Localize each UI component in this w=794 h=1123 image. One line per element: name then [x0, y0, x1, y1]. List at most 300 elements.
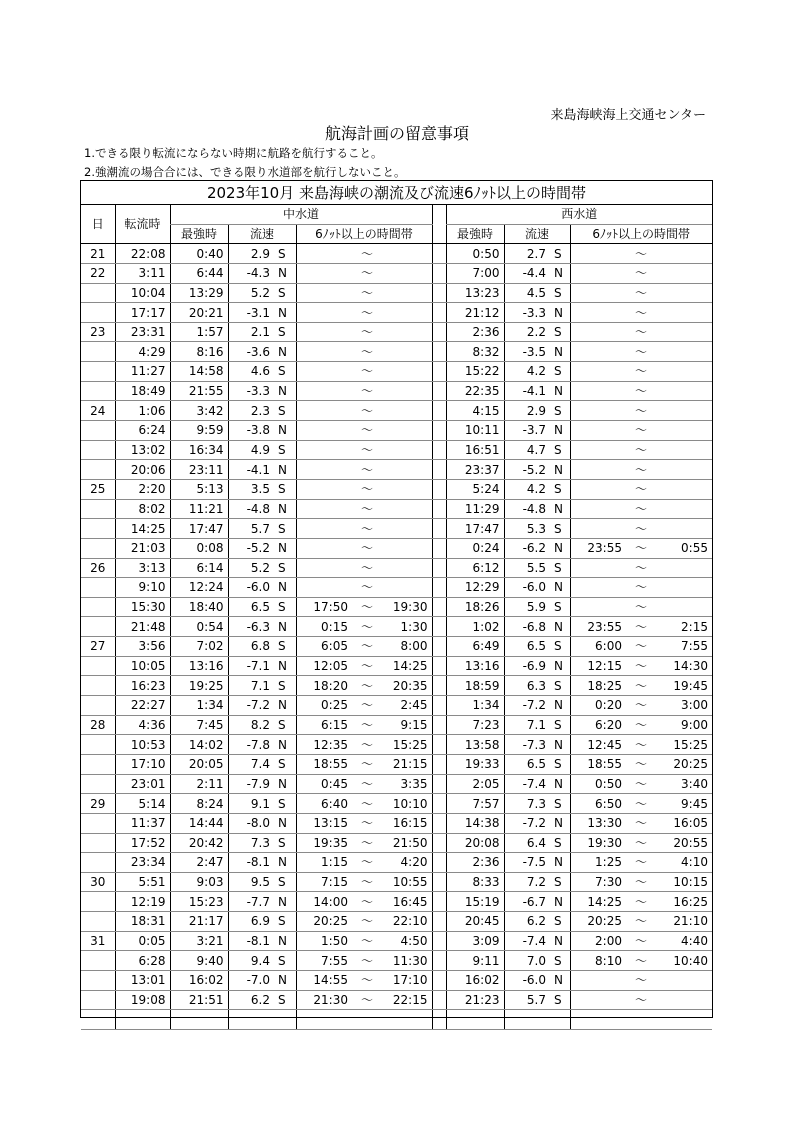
cell-n-speed: -3.1 [228, 303, 274, 323]
cell-n-speed: -5.2 [228, 538, 274, 558]
cell-n-start [296, 244, 352, 264]
header-naka-channel: 中水道 [170, 205, 432, 224]
cell-n-end: 22:10 [382, 912, 432, 932]
range-tilde: ～ [352, 440, 382, 460]
cell-n-speed: 2.9 [228, 244, 274, 264]
cell-turn: 8:02 [115, 499, 170, 519]
spacer-cell [432, 990, 446, 1010]
cell-day: 21 [81, 244, 115, 264]
spacer-cell [432, 342, 446, 362]
cell-w-dir: S [550, 794, 570, 814]
range-tilde: ～ [352, 794, 382, 814]
cell-n-start: 18:20 [296, 676, 352, 696]
table-row [81, 735, 712, 755]
cell-n-end: 4:20 [382, 853, 432, 873]
cell-n-peak: 14:02 [170, 735, 228, 755]
cell-w-peak: 15:22 [446, 362, 504, 382]
cell-w-dir: S [550, 479, 570, 499]
cell-n-peak: 1:57 [170, 322, 228, 342]
range-tilde: ～ [352, 970, 382, 990]
cell-n-peak: 18:40 [170, 597, 228, 617]
cell-n-start [296, 440, 352, 460]
cell-w-start [570, 381, 626, 401]
cell-w-dir: S [550, 990, 570, 1010]
cell-w-start: 12:15 [570, 656, 626, 676]
cell-n-end: 14:25 [382, 656, 432, 676]
cell-w-speed: -3.3 [504, 303, 550, 323]
empty-cell [432, 1010, 446, 1030]
cell-turn: 17:10 [115, 754, 170, 774]
cell-n-speed: -8.0 [228, 813, 274, 833]
cell-w-dir: S [550, 872, 570, 892]
cell-w-peak: 3:09 [446, 931, 504, 951]
cell-n-peak: 1:34 [170, 696, 228, 716]
table-row [81, 637, 712, 657]
cell-n-dir: N [274, 499, 296, 519]
cell-n-end [382, 322, 432, 342]
table-row [81, 499, 712, 519]
cell-w-end [656, 421, 712, 441]
spacer-cell [432, 637, 446, 657]
cell-n-start: 7:15 [296, 872, 352, 892]
table-title: 2023年10月 来島海峡の潮流及び流速6ﾉｯﾄ以上の時間帯 [81, 181, 712, 205]
cell-w-start [570, 578, 626, 598]
cell-day [81, 362, 115, 382]
range-tilde: ～ [352, 754, 382, 774]
spacer-cell [432, 479, 446, 499]
cell-n-end: 22:15 [382, 990, 432, 1010]
table-row [81, 479, 712, 499]
table-row [81, 244, 712, 264]
cell-w-peak: 2:05 [446, 774, 504, 794]
cell-n-peak: 15:23 [170, 892, 228, 912]
tide-table-frame [80, 180, 713, 1018]
cell-w-end: 20:25 [656, 754, 712, 774]
table-row [81, 951, 712, 971]
spacer-cell [432, 597, 446, 617]
cell-w-speed: 7.3 [504, 794, 550, 814]
cell-n-speed: 5.2 [228, 558, 274, 578]
cell-day [81, 990, 115, 1010]
table-row [81, 715, 712, 735]
empty-cell [228, 1010, 274, 1030]
cell-n-peak: 20:05 [170, 754, 228, 774]
table-row [81, 872, 712, 892]
cell-n-end: 20:35 [382, 676, 432, 696]
cell-n-end: 1:30 [382, 617, 432, 637]
cell-w-peak: 20:45 [446, 912, 504, 932]
empty-cell [352, 1010, 382, 1030]
table-row-empty [81, 1010, 712, 1030]
cell-n-speed: -4.1 [228, 460, 274, 480]
cell-w-peak: 7:57 [446, 794, 504, 814]
cell-n-dir: S [274, 754, 296, 774]
cell-n-start: 21:30 [296, 990, 352, 1010]
range-tilde: ～ [352, 774, 382, 794]
cell-n-peak: 21:51 [170, 990, 228, 1010]
cell-n-peak: 9:59 [170, 421, 228, 441]
cell-w-dir: N [550, 892, 570, 912]
cell-w-end: 3:00 [656, 696, 712, 716]
spacer-cell [432, 244, 446, 264]
range-tilde: ～ [626, 597, 656, 617]
tide-table-body [81, 244, 712, 1030]
range-tilde: ～ [352, 715, 382, 735]
cell-n-end [382, 362, 432, 382]
cell-day [81, 617, 115, 637]
cell-day: 31 [81, 931, 115, 951]
cell-w-speed: -6.0 [504, 578, 550, 598]
cell-w-start [570, 519, 626, 539]
cell-n-end [382, 303, 432, 323]
empty-cell [274, 1010, 296, 1030]
cell-w-start [570, 303, 626, 323]
cell-n-speed: -8.1 [228, 853, 274, 873]
table-row [81, 283, 712, 303]
cell-n-start: 19:35 [296, 833, 352, 853]
cell-w-end: 20:55 [656, 833, 712, 853]
range-tilde: ～ [626, 637, 656, 657]
cell-w-end [656, 460, 712, 480]
cell-n-speed: -7.0 [228, 970, 274, 990]
cell-w-end: 19:45 [656, 676, 712, 696]
range-tilde: ～ [626, 735, 656, 755]
cell-w-dir: N [550, 578, 570, 598]
cell-day: 24 [81, 401, 115, 421]
table-row [81, 558, 712, 578]
note-1: 1.できる限り転流にならない時期に航路を航行すること。 [84, 146, 383, 160]
cell-turn: 1:06 [115, 401, 170, 421]
cell-w-start: 23:55 [570, 617, 626, 637]
range-tilde: ～ [626, 479, 656, 499]
cell-w-speed: -4.4 [504, 263, 550, 283]
range-tilde: ～ [352, 853, 382, 873]
cell-n-start: 6:05 [296, 637, 352, 657]
cell-day [81, 696, 115, 716]
cell-n-end: 4:50 [382, 931, 432, 951]
cell-w-dir: N [550, 538, 570, 558]
range-tilde: ～ [352, 322, 382, 342]
range-tilde: ～ [352, 362, 382, 382]
cell-n-speed: 7.3 [228, 833, 274, 853]
range-tilde: ～ [626, 931, 656, 951]
cell-day [81, 656, 115, 676]
cell-n-start: 14:00 [296, 892, 352, 912]
spacer-cell [432, 931, 446, 951]
cell-w-peak: 13:16 [446, 656, 504, 676]
cell-n-dir: S [274, 244, 296, 264]
cell-n-peak: 11:21 [170, 499, 228, 519]
spacer-cell [432, 872, 446, 892]
cell-w-dir: S [550, 754, 570, 774]
cell-n-peak: 17:47 [170, 519, 228, 539]
table-row [81, 362, 712, 382]
cell-n-speed: -7.1 [228, 656, 274, 676]
cell-n-peak: 13:16 [170, 656, 228, 676]
cell-n-dir: N [274, 853, 296, 873]
range-tilde: ～ [352, 342, 382, 362]
cell-w-end: 4:10 [656, 853, 712, 873]
cell-w-speed: -6.9 [504, 656, 550, 676]
cell-n-dir: N [274, 263, 296, 283]
cell-w-start [570, 401, 626, 421]
range-tilde: ～ [626, 774, 656, 794]
empty-cell [446, 1010, 504, 1030]
cell-w-end: 10:15 [656, 872, 712, 892]
cell-w-peak: 10:11 [446, 421, 504, 441]
cell-n-peak: 14:44 [170, 813, 228, 833]
cell-w-dir: S [550, 676, 570, 696]
cell-n-peak: 20:21 [170, 303, 228, 323]
cell-w-start: 6:20 [570, 715, 626, 735]
cell-n-speed: 9.1 [228, 794, 274, 814]
cell-n-speed: -3.3 [228, 381, 274, 401]
cell-turn: 0:05 [115, 931, 170, 951]
cell-w-dir: N [550, 656, 570, 676]
cell-turn: 3:13 [115, 558, 170, 578]
range-tilde: ～ [626, 912, 656, 932]
range-tilde: ～ [352, 696, 382, 716]
cell-w-peak: 18:59 [446, 676, 504, 696]
range-tilde: ～ [626, 715, 656, 735]
empty-cell [626, 1010, 656, 1030]
cell-w-end [656, 970, 712, 990]
cell-w-start: 1:25 [570, 853, 626, 873]
range-tilde: ～ [352, 892, 382, 912]
range-tilde: ～ [626, 263, 656, 283]
cell-w-dir: S [550, 597, 570, 617]
range-tilde: ～ [626, 303, 656, 323]
spacer-cell [432, 381, 446, 401]
cell-w-start: 18:55 [570, 754, 626, 774]
cell-n-end: 10:55 [382, 872, 432, 892]
table-row [81, 401, 712, 421]
range-tilde: ～ [626, 578, 656, 598]
range-tilde: ～ [626, 970, 656, 990]
cell-n-end: 16:15 [382, 813, 432, 833]
cell-turn: 5:51 [115, 872, 170, 892]
cell-n-end [382, 499, 432, 519]
cell-w-end [656, 342, 712, 362]
cell-n-speed: -8.1 [228, 931, 274, 951]
spacer-cell [432, 283, 446, 303]
range-tilde: ～ [626, 244, 656, 264]
cell-n-peak: 3:42 [170, 401, 228, 421]
cell-w-dir: N [550, 499, 570, 519]
cell-w-speed: 6.3 [504, 676, 550, 696]
cell-n-peak: 3:21 [170, 931, 228, 951]
cell-n-start: 14:55 [296, 970, 352, 990]
spacer-cell [432, 853, 446, 873]
cell-day [81, 460, 115, 480]
cell-w-dir: N [550, 970, 570, 990]
cell-turn: 21:48 [115, 617, 170, 637]
cell-w-dir: S [550, 912, 570, 932]
range-tilde: ～ [626, 421, 656, 441]
table-row [81, 970, 712, 990]
spacer-cell [432, 676, 446, 696]
cell-w-start [570, 460, 626, 480]
header-nishi-speed: 流速 [504, 224, 570, 244]
cell-n-speed: -4.3 [228, 263, 274, 283]
cell-w-start [570, 558, 626, 578]
spacer-cell [432, 735, 446, 755]
empty-cell [170, 1010, 228, 1030]
cell-w-speed: -7.5 [504, 853, 550, 873]
spacer-cell [432, 696, 446, 716]
cell-turn: 18:31 [115, 912, 170, 932]
cell-w-end: 14:30 [656, 656, 712, 676]
cell-n-start: 0:45 [296, 774, 352, 794]
cell-day [81, 853, 115, 873]
cell-n-end [382, 538, 432, 558]
cell-n-dir: S [274, 912, 296, 932]
cell-w-end: 2:15 [656, 617, 712, 637]
cell-w-speed: -7.3 [504, 735, 550, 755]
cell-n-dir: S [274, 362, 296, 382]
cell-w-start [570, 597, 626, 617]
cell-w-start [570, 440, 626, 460]
cell-n-dir: N [274, 342, 296, 362]
cell-w-peak: 6:12 [446, 558, 504, 578]
cell-n-speed: -6.3 [228, 617, 274, 637]
cell-turn: 11:27 [115, 362, 170, 382]
cell-n-start: 17:50 [296, 597, 352, 617]
spacer-cell [432, 322, 446, 342]
cell-n-start: 1:50 [296, 931, 352, 951]
cell-w-peak: 15:19 [446, 892, 504, 912]
cell-n-speed: 2.1 [228, 322, 274, 342]
cell-w-peak: 9:11 [446, 951, 504, 971]
cell-n-start [296, 538, 352, 558]
range-tilde: ～ [352, 401, 382, 421]
cell-w-end [656, 322, 712, 342]
cell-w-peak: 18:26 [446, 597, 504, 617]
cell-turn: 4:36 [115, 715, 170, 735]
cell-w-speed: 4.5 [504, 283, 550, 303]
range-tilde: ～ [626, 990, 656, 1010]
cell-turn: 3:11 [115, 263, 170, 283]
cell-n-end [382, 401, 432, 421]
cell-w-start: 20:25 [570, 912, 626, 932]
cell-w-speed: 7.2 [504, 872, 550, 892]
cell-w-dir: N [550, 735, 570, 755]
spacer-cell [432, 813, 446, 833]
cell-turn: 6:28 [115, 951, 170, 971]
spacer-cell [432, 303, 446, 323]
document-title: 航海計画の留意事項 [324, 124, 469, 143]
cell-n-end: 15:25 [382, 735, 432, 755]
cell-n-dir: S [274, 283, 296, 303]
cell-day [81, 303, 115, 323]
cell-turn: 13:01 [115, 970, 170, 990]
cell-n-start [296, 342, 352, 362]
cell-w-peak: 2:36 [446, 853, 504, 873]
cell-n-speed: 6.9 [228, 912, 274, 932]
range-tilde: ～ [626, 696, 656, 716]
range-tilde: ～ [626, 538, 656, 558]
cell-turn: 13:02 [115, 440, 170, 460]
range-tilde: ～ [626, 401, 656, 421]
cell-w-dir: N [550, 263, 570, 283]
cell-w-peak: 16:02 [446, 970, 504, 990]
cell-n-end [382, 421, 432, 441]
cell-n-dir: N [274, 735, 296, 755]
cell-w-peak: 8:32 [446, 342, 504, 362]
range-tilde: ～ [352, 381, 382, 401]
cell-day [81, 892, 115, 912]
cell-n-speed: 3.5 [228, 479, 274, 499]
cell-w-end: 9:00 [656, 715, 712, 735]
range-tilde: ～ [626, 754, 656, 774]
cell-w-speed: 6.4 [504, 833, 550, 853]
cell-day [81, 538, 115, 558]
cell-n-dir: S [274, 401, 296, 421]
cell-day: 25 [81, 479, 115, 499]
cell-w-start [570, 362, 626, 382]
cell-day [81, 499, 115, 519]
cell-n-start: 6:15 [296, 715, 352, 735]
cell-w-peak: 0:24 [446, 538, 504, 558]
cell-n-end: 19:30 [382, 597, 432, 617]
cell-n-peak: 6:14 [170, 558, 228, 578]
table-row [81, 617, 712, 637]
cell-n-peak: 14:58 [170, 362, 228, 382]
cell-n-start [296, 578, 352, 598]
table-row [81, 597, 712, 617]
cell-n-dir: S [274, 558, 296, 578]
cell-w-start: 18:25 [570, 676, 626, 696]
cell-day [81, 676, 115, 696]
range-tilde: ～ [352, 990, 382, 1010]
cell-n-speed: -6.0 [228, 578, 274, 598]
cell-n-speed: 4.6 [228, 362, 274, 382]
cell-w-start: 8:10 [570, 951, 626, 971]
cell-n-end: 3:35 [382, 774, 432, 794]
cell-w-start: 0:50 [570, 774, 626, 794]
cell-day [81, 597, 115, 617]
cell-w-speed: -6.8 [504, 617, 550, 637]
cell-n-start [296, 479, 352, 499]
cell-day [81, 833, 115, 853]
cell-w-peak: 1:34 [446, 696, 504, 716]
range-tilde: ～ [626, 342, 656, 362]
cell-day [81, 283, 115, 303]
cell-w-end: 10:40 [656, 951, 712, 971]
range-tilde: ～ [626, 519, 656, 539]
cell-w-dir: S [550, 362, 570, 382]
spacer-cell [432, 440, 446, 460]
range-tilde: ～ [626, 892, 656, 912]
cell-n-peak: 9:03 [170, 872, 228, 892]
empty-cell [296, 1010, 352, 1030]
cell-n-peak: 0:40 [170, 244, 228, 264]
range-tilde: ～ [626, 283, 656, 303]
range-tilde: ～ [626, 853, 656, 873]
cell-w-peak: 21:12 [446, 303, 504, 323]
cell-n-end: 10:10 [382, 794, 432, 814]
cell-n-peak: 13:29 [170, 283, 228, 303]
spacer-cell [432, 656, 446, 676]
range-tilde: ～ [352, 813, 382, 833]
empty-cell [550, 1010, 570, 1030]
cell-turn: 11:37 [115, 813, 170, 833]
cell-turn: 18:49 [115, 381, 170, 401]
cell-turn: 12:19 [115, 892, 170, 912]
cell-w-end [656, 283, 712, 303]
cell-n-dir: S [274, 833, 296, 853]
cell-n-dir: S [274, 676, 296, 696]
